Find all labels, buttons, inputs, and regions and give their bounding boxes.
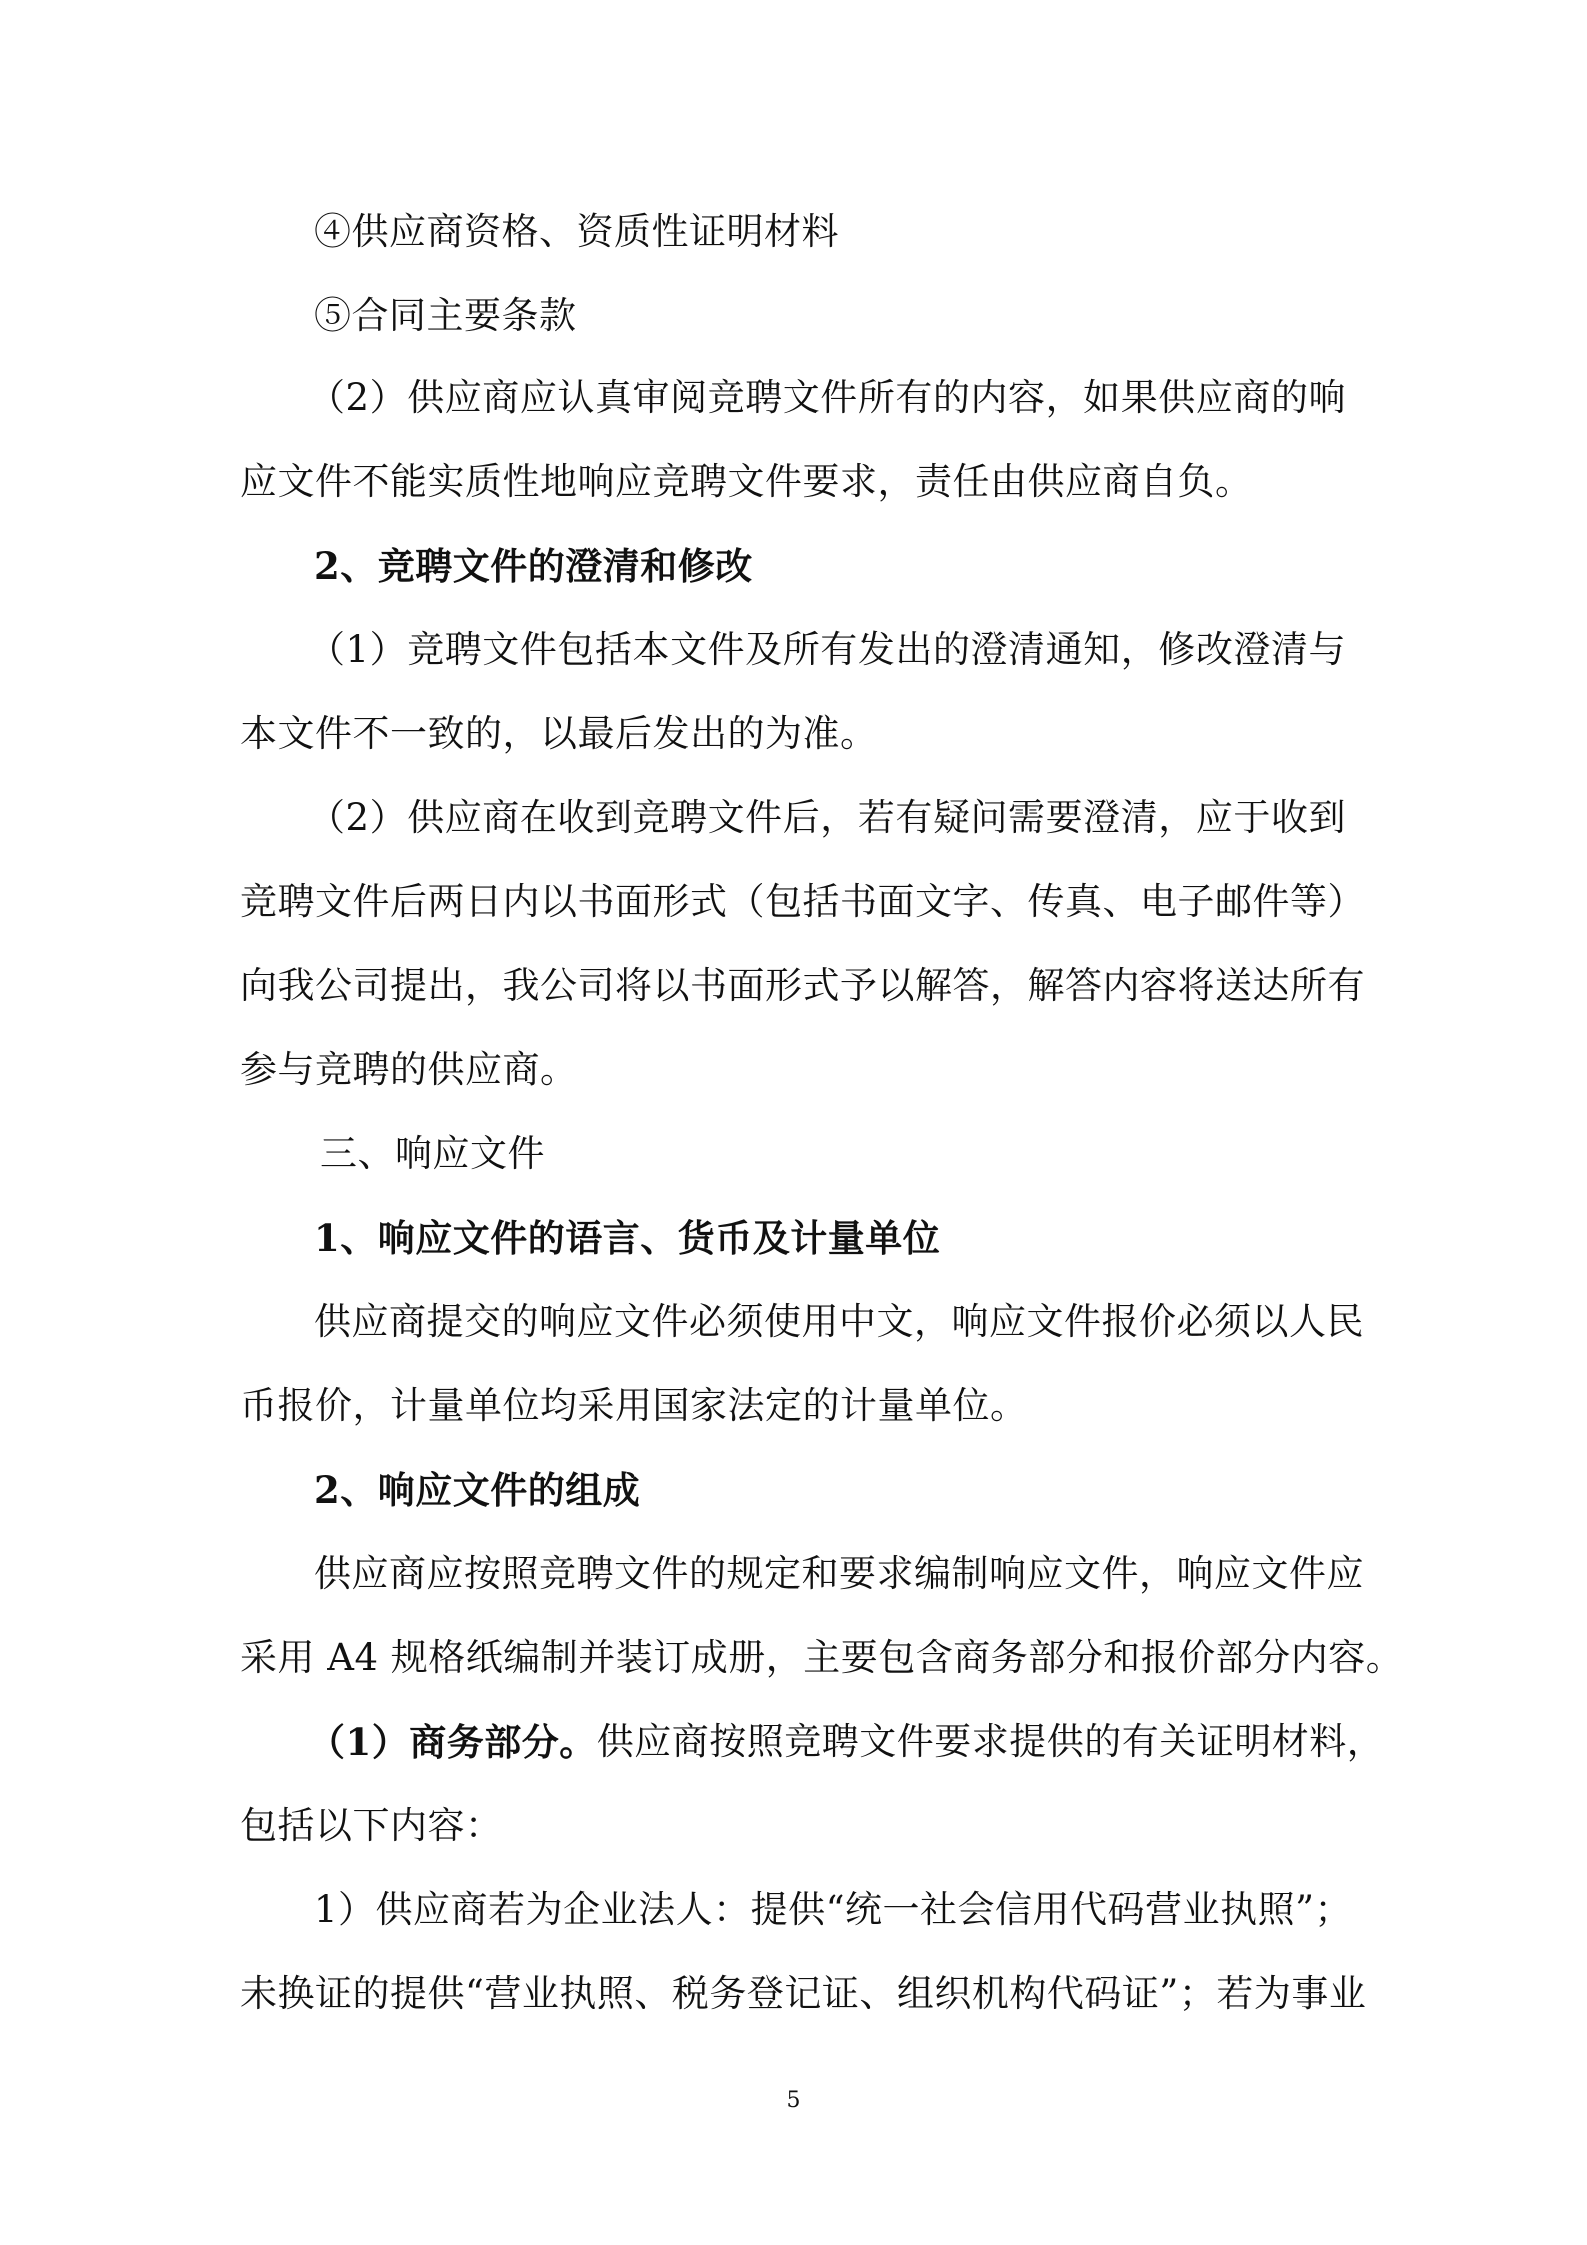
paragraph-composition-line-2: 采用 A4 规格纸编制并装订成册，主要包含商务部分和报价部分内容。 bbox=[240, 1636, 1404, 1679]
paragraph-composition-line-1: 供应商应按照竞聘文件的规定和要求编制响应文件，响应文件应 bbox=[314, 1552, 1364, 1595]
list-item-qualification-materials: ④供应商资格、资质性证明材料 bbox=[314, 210, 839, 253]
heading-clarification: 2、竞聘文件的澄清和修改 bbox=[314, 544, 753, 588]
paragraph-clarify-2-line-3: 向我公司提出，我公司将以书面形式予以解答，解答内容将送达所有 bbox=[240, 964, 1365, 1007]
section-heading-response-documents: 三、响应文件 bbox=[320, 1132, 545, 1175]
paragraph-requirement-1-line-2: 未换证的提供“营业执照、税务登记证、组织机构代码证”；若为事业 bbox=[240, 1972, 1367, 2015]
paragraph-clarify-1-line-1: （1）竞聘文件包括本文件及所有发出的澄清通知，修改澄清与 bbox=[308, 628, 1346, 671]
page-number: 5 bbox=[786, 2088, 801, 2113]
paragraph-requirement-1-line-1: 1）供应商若为企业法人：提供“统一社会信用代码营业执照”； bbox=[314, 1888, 1352, 1931]
paragraph-clarify-2-line-1: （2）供应商在收到竞聘文件后，若有疑问需要澄清，应于收到 bbox=[308, 796, 1346, 839]
heading-language-currency: 1、响应文件的语言、货币及计量单位 bbox=[314, 1216, 941, 1260]
paragraph-review-line-1: （2）供应商应认真审阅竞聘文件所有的内容，如果供应商的响 bbox=[308, 376, 1346, 419]
paragraph-language-line-1: 供应商提交的响应文件必须使用中文，响应文件报价必须以人民 bbox=[314, 1300, 1364, 1343]
business-part-label: （1）商务部分。 bbox=[308, 1720, 597, 1764]
paragraph-language-line-2: 币报价，计量单位均采用国家法定的计量单位。 bbox=[240, 1384, 1028, 1427]
business-part-text: 供应商按照竞聘文件要求提供的有关证明材料， bbox=[596, 1720, 1385, 1763]
paragraph-business-line-1 bbox=[308, 1718, 1385, 1766]
paragraph-clarify-2-line-2: 竞聘文件后两日内以书面形式（包括书面文字、传真、电子邮件等） bbox=[240, 880, 1365, 923]
paragraph-clarify-2-line-4: 参与竞聘的供应商。 bbox=[240, 1048, 578, 1091]
heading-composition: 2、响应文件的组成 bbox=[314, 1468, 641, 1512]
list-item-contract-terms: ⑤合同主要条款 bbox=[314, 294, 577, 337]
paragraph-business-line-2: 包括以下内容： bbox=[240, 1804, 503, 1847]
paragraph-clarify-1-line-2: 本文件不一致的，以最后发出的为准。 bbox=[240, 712, 878, 755]
paragraph-review-line-2: 应文件不能实质性地响应竞聘文件要求，责任由供应商自负。 bbox=[240, 460, 1253, 503]
